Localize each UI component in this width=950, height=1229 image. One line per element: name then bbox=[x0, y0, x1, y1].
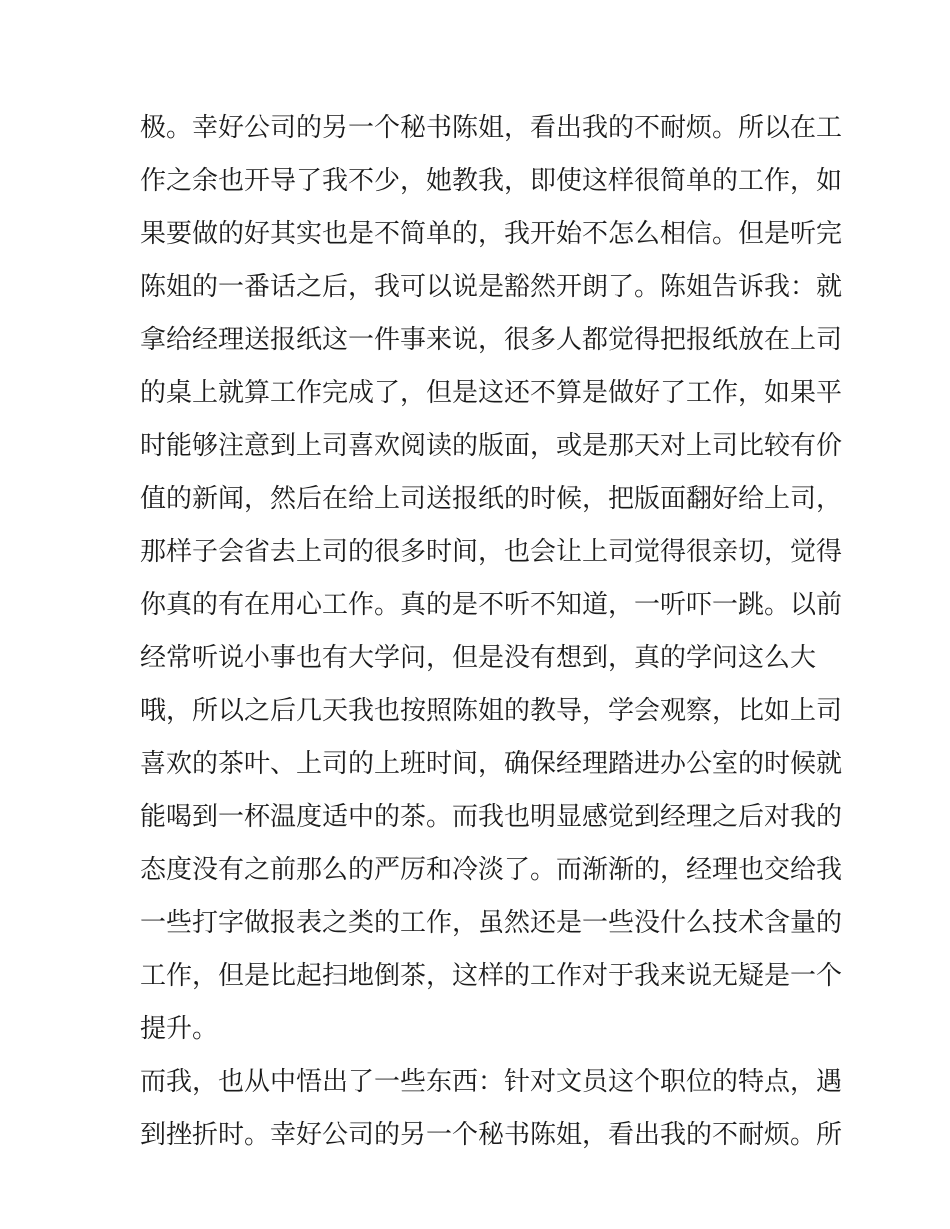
text-line: 哦，所以之后几天我也按照陈姐的教导，学会观察，比如上司 bbox=[140, 696, 843, 726]
text-line: 陈姐的一番话之后，我可以说是豁然开朗了。陈姐告诉我：就 bbox=[140, 272, 843, 302]
text-line: 一些打字做报表之类的工作，虽然还是一些没什么技术含量的 bbox=[140, 908, 843, 938]
text-line: 工作，但是比起扫地倒茶，这样的工作对于我来说无疑是一个 bbox=[140, 961, 843, 991]
text-line: 喜欢的茶叶、上司的上班时间，确保经理踏进办公室的时候就 bbox=[140, 749, 843, 779]
text-line: 你真的有在用心工作。真的是不听不知道，一听吓一跳。以前 bbox=[140, 590, 843, 620]
text-line: 态度没有之前那么的严厉和冷淡了。而渐渐的，经理也交给我 bbox=[140, 855, 843, 885]
text-line: 拿给经理送报纸这一件事来说，很多人都觉得把报纸放在上司 bbox=[140, 325, 843, 355]
text-line: 到挫折时。幸好公司的另一个秘书陈姐，看出我的不耐烦。所 bbox=[140, 1120, 843, 1150]
text-line: 经常听说小事也有大学问，但是没有想到，真的学问这么大 bbox=[140, 643, 817, 673]
text-line: 而我，也从中悟出了一些东西：针对文员这个职位的特点，遇 bbox=[140, 1067, 843, 1097]
text-line: 极。幸好公司的另一个秘书陈姐，看出我的不耐烦。所以在工 bbox=[140, 113, 843, 143]
text-line: 作之余也开导了我不少，她教我，即使这样很简单的工作，如 bbox=[140, 166, 843, 196]
text-line: 值的新闻，然后在给上司送报纸的时候，把版面翻好给上司， bbox=[140, 484, 843, 514]
text-line: 的桌上就算工作完成了，但是这还不算是做好了工作，如果平 bbox=[140, 378, 843, 408]
text-line: 那样子会省去上司的很多时间，也会让上司觉得很亲切，觉得 bbox=[140, 537, 843, 567]
text-line: 能喝到一杯温度适中的茶。而我也明显感觉到经理之后对我的 bbox=[140, 802, 843, 832]
text-line: 提升。 bbox=[140, 1014, 219, 1044]
text-line: 果要做的好其实也是不简单的，我开始不怎么相信。但是听完 bbox=[140, 219, 843, 249]
text-line: 时能够注意到上司喜欢阅读的版面，或是那天对上司比较有价 bbox=[140, 431, 843, 461]
